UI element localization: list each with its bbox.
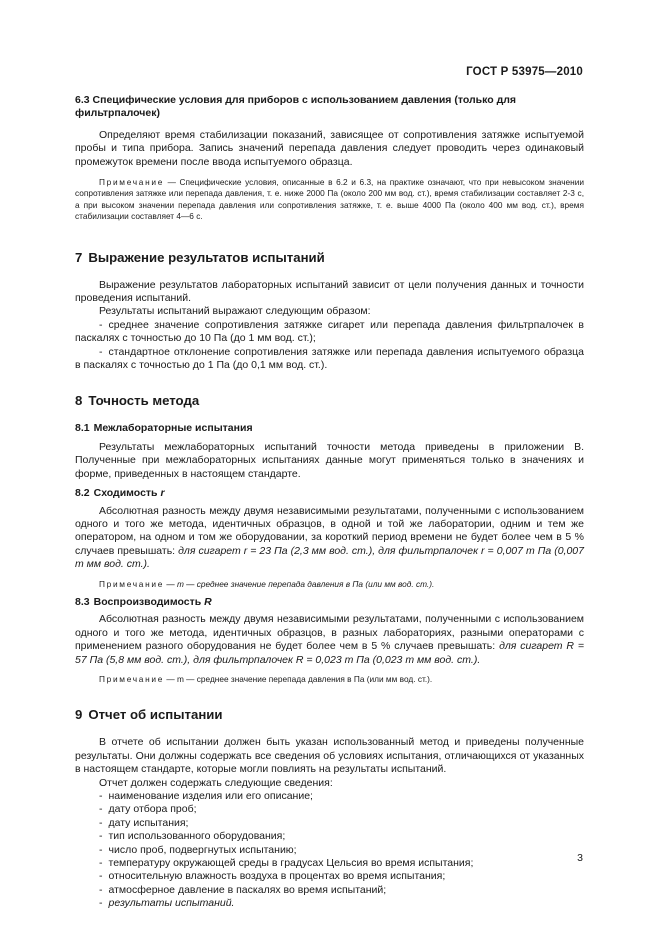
section-number: 7 xyxy=(75,249,83,265)
symbol-R: R xyxy=(204,595,212,608)
list-item xyxy=(75,790,584,803)
note-text: — m — среднее значение перепада давления в Па (или мм вод. ст.). xyxy=(164,674,433,684)
subsection-title-text: Межлабораторные испытания xyxy=(93,421,253,434)
paragraph-8-1: Результаты межлабораторных испытаний точности метода приведены в приложении В. Полученные при межлабораторных испытаниях данные могут применяться только в значениях и форме, приведенных в настоящем стандарте. xyxy=(75,440,584,480)
subsection-title-text: Сходимость xyxy=(93,487,158,500)
subsection-number: 8.1 xyxy=(75,421,90,434)
subsection-title-8-3 xyxy=(75,596,584,609)
section-number: 9 xyxy=(75,707,83,723)
paragraph-italic-text: = 0,023 m Па (0,023 m мм вод. ст.). xyxy=(303,653,481,666)
paragraph-italic-text: для сигарет r = 23 Па (2,3 мм вод. ст.), для фильтрпалочек r = 0,007 m Па (0,007 m мм вод. ст.). xyxy=(75,544,584,571)
list-item xyxy=(75,897,584,910)
paragraph-8-3 xyxy=(75,613,584,667)
section-number: 8 xyxy=(75,392,83,408)
list-item xyxy=(75,319,584,346)
list-item-text: дату отбора проб; xyxy=(108,803,197,816)
note-label: Примечание xyxy=(99,177,165,188)
section-title-9 xyxy=(75,707,584,722)
subsection-number: 8.2 xyxy=(75,487,90,500)
list-item-text: дату испытания; xyxy=(108,816,189,829)
list-item-text: среднее значение сопротивления затяжке сигарет или перепада давления фильтрпалочек в паскалях с точностью до 10 Па (до 1 мм вод. ст.); xyxy=(75,318,584,345)
list-item-text: стандартное отклонение сопротивления затяжке или перепада давления испытуемого образца в паскалях с точностью до 1 Па (до 0,1 мм вод. ст.). xyxy=(75,345,584,372)
paragraph-7-1: Выражение результатов лабораторных испытаний зависит от цели получения данных и точности проведения испытаний. xyxy=(75,278,584,305)
list-dash: - xyxy=(99,790,103,803)
list-dash: - xyxy=(99,318,103,331)
list-dash: - xyxy=(99,816,103,829)
list-item-text: наименование изделия или его описание; xyxy=(108,790,313,803)
list-dash: - xyxy=(99,883,103,896)
section-title-7 xyxy=(75,250,584,265)
paragraph-text: Абсолютная разность между двумя независимыми результатами, полученными с использованием одного и того же метода, идентичных образцов, в одной и той же лаборатории, одним и тем же оператором, на одном и том же оборудовании, за короткий период времени не будет более чем в 5 % случаев превышать: xyxy=(75,504,584,557)
list-item xyxy=(75,884,584,897)
page-number: 3 xyxy=(577,852,583,864)
list-item xyxy=(75,844,584,857)
subsection-title-8-2 xyxy=(75,487,584,500)
subsection-title-text: Воспроизводимость xyxy=(93,595,202,608)
list-item-text: результаты испытаний. xyxy=(108,897,235,910)
note-label: Примечание xyxy=(99,674,165,684)
subsection-title-6-3-cont: фильтрпалочек) xyxy=(75,107,160,120)
list-item xyxy=(75,817,584,830)
section-title-text: Точность метода xyxy=(88,392,200,408)
paragraph-6-3: Определяют время стабилизации показаний, зависящее от сопротивления затяжке испытуемой пробы и типа прибора. Запись значений перепада давления следует проводить через одинаковый промежуток времени после ввода испытуемого образца. xyxy=(75,128,584,168)
section-title-text: Отчет об испытании xyxy=(88,707,223,723)
list-item xyxy=(75,830,584,843)
paragraph-7-2: Результаты испытаний выражают следующим образом: xyxy=(99,305,371,318)
subsection-title-8-1 xyxy=(75,422,584,435)
paragraph-italic-text: для сигарет R = 57 Па (5,8 мм вод. ст.), для фильтрпалочек R xyxy=(75,640,584,666)
list-item xyxy=(75,870,584,883)
list-item-text: относительную влажность воздуха в процентах во время испытания; xyxy=(108,870,446,883)
subsection-number: 8.3 xyxy=(75,595,90,608)
list-dash: - xyxy=(99,857,103,870)
list-dash: - xyxy=(99,803,103,816)
list-item xyxy=(75,803,584,816)
list-item-text: тип использованного оборудования; xyxy=(108,830,286,843)
subsection-title-6-3 xyxy=(75,94,584,107)
paragraph-9-2: Отчет должен содержать следующие сведения: xyxy=(99,776,333,789)
symbol-r: r xyxy=(160,487,165,500)
note-8-3 xyxy=(75,674,584,685)
paragraph-text: Абсолютная разность между двумя независимыми результатами, полученными с использованием одного и того же метода, идентичных образцов, в разных лабораториях, разными операторами с применением разного оборудования не будет более чем в 5 % случаев превышать: xyxy=(75,613,584,653)
standard-code-header: ГОСТ Р 53975—2010 xyxy=(466,66,583,78)
subsection-title-line: 6.3 Специфические условия для приборов с использованием давления (только для xyxy=(75,94,517,106)
note-8-2 xyxy=(75,579,584,590)
list-dash: - xyxy=(99,870,103,883)
list-item xyxy=(75,346,584,373)
note-text: — m — среднее значение перепада давления в Па (или мм вод. ст.). xyxy=(164,578,435,589)
section-title-8 xyxy=(75,393,584,408)
paragraph-9-1: В отчете об испытании должен быть указан использованный метод и приведены полученные результаты. Они должны содержать все сведения об условиях испытания, отличающихся от указанных в настоящем стандарте, которые могли повлиять на результаты испытаний. xyxy=(75,736,584,776)
list-dash: - xyxy=(99,897,103,910)
report-contents-list xyxy=(75,790,584,897)
list-item-text: число проб, подвергнутых испытанию; xyxy=(108,843,297,856)
list-dash: - xyxy=(99,843,103,856)
list-dash: - xyxy=(99,345,103,358)
page-content xyxy=(75,94,584,911)
paragraph-8-2 xyxy=(75,505,584,572)
list-item-text: атмосферное давление в паскалях во время испытаний; xyxy=(108,883,387,896)
section-title-text: Выражение результатов испытаний xyxy=(88,249,325,265)
note-label: Примечание xyxy=(99,578,165,589)
note-text: — Специфические условия, описанные в 6.2 и 6.3, на практике означают, что при невысоком значении сопротивления затяжке или перепада давления, т. е. ниже 2000 Па (около 200 мм вод. ст.), время стабилизации составляет 2-3 с, а при высоком значении перепада давления или сопротивления затяжке, т. е. выше 4000 Па (около 400 мм вод. ст.), время стабилизации составляет 4—6 с. xyxy=(75,177,584,222)
list-dash: - xyxy=(99,830,103,843)
note-6-3 xyxy=(75,177,584,223)
list-item xyxy=(75,857,584,870)
list-item-text: температуру окружающей среды в градусах Цельсия во время испытания; xyxy=(108,857,474,870)
